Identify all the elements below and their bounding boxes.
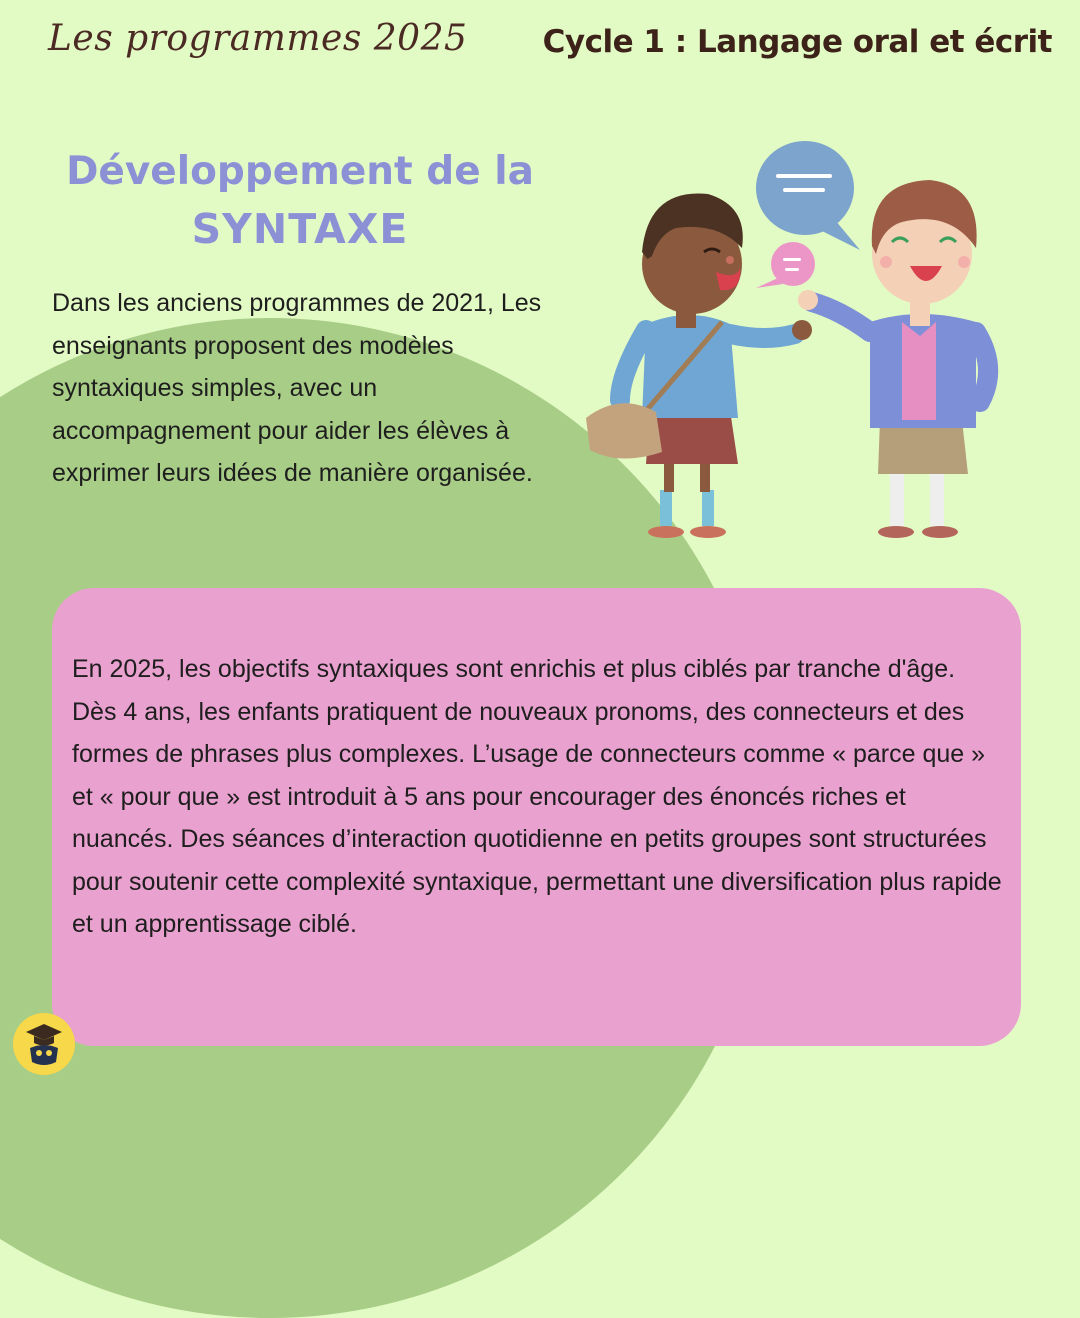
body-paragraph: En 2025, les objectifs syntaxiques sont enrichis et plus ciblés par tranche d'âge. Dès 4 ans, les enfants pratiquent de nouveaux pronoms, des connecteurs et des formes de phrases plus complexes. L’usage de connecteurs comme « parce que » et « pour que » est introduit à 5 ans pour encourager des énoncés riches et nuancés. Des séances d’interaction quotidienne en petits groupes sont structurées pour soutenir cette complexité syntaxique, permettant une diversification plus rapide et un apprentissage ciblé. bbox=[72, 655, 1002, 938]
right-child-figure bbox=[798, 180, 988, 538]
speech-bubble-icon bbox=[756, 141, 860, 250]
two-children-talking-illustration bbox=[580, 130, 1040, 550]
page-title bbox=[40, 145, 560, 259]
series-title: Les programmes 2025 bbox=[48, 18, 468, 59]
left-child-figure bbox=[586, 193, 812, 538]
small-speech-bubble-icon bbox=[756, 242, 815, 288]
title-line-1: Développement de la bbox=[66, 149, 534, 194]
cycle-title: Cycle 1 : Langage oral et écrit bbox=[542, 24, 1052, 60]
intro-paragraph: Dans les anciens programmes de 2021, Les enseignants proposent des modèles syntaxiques simples, avec un accompagnement pour aider les élèves à exprimer leurs idées de manière organisée. bbox=[52, 289, 542, 487]
owl-graduate-logo-icon bbox=[12, 1012, 76, 1076]
info-card bbox=[52, 588, 1021, 1046]
title-line-2: SYNTAXE bbox=[191, 205, 409, 253]
